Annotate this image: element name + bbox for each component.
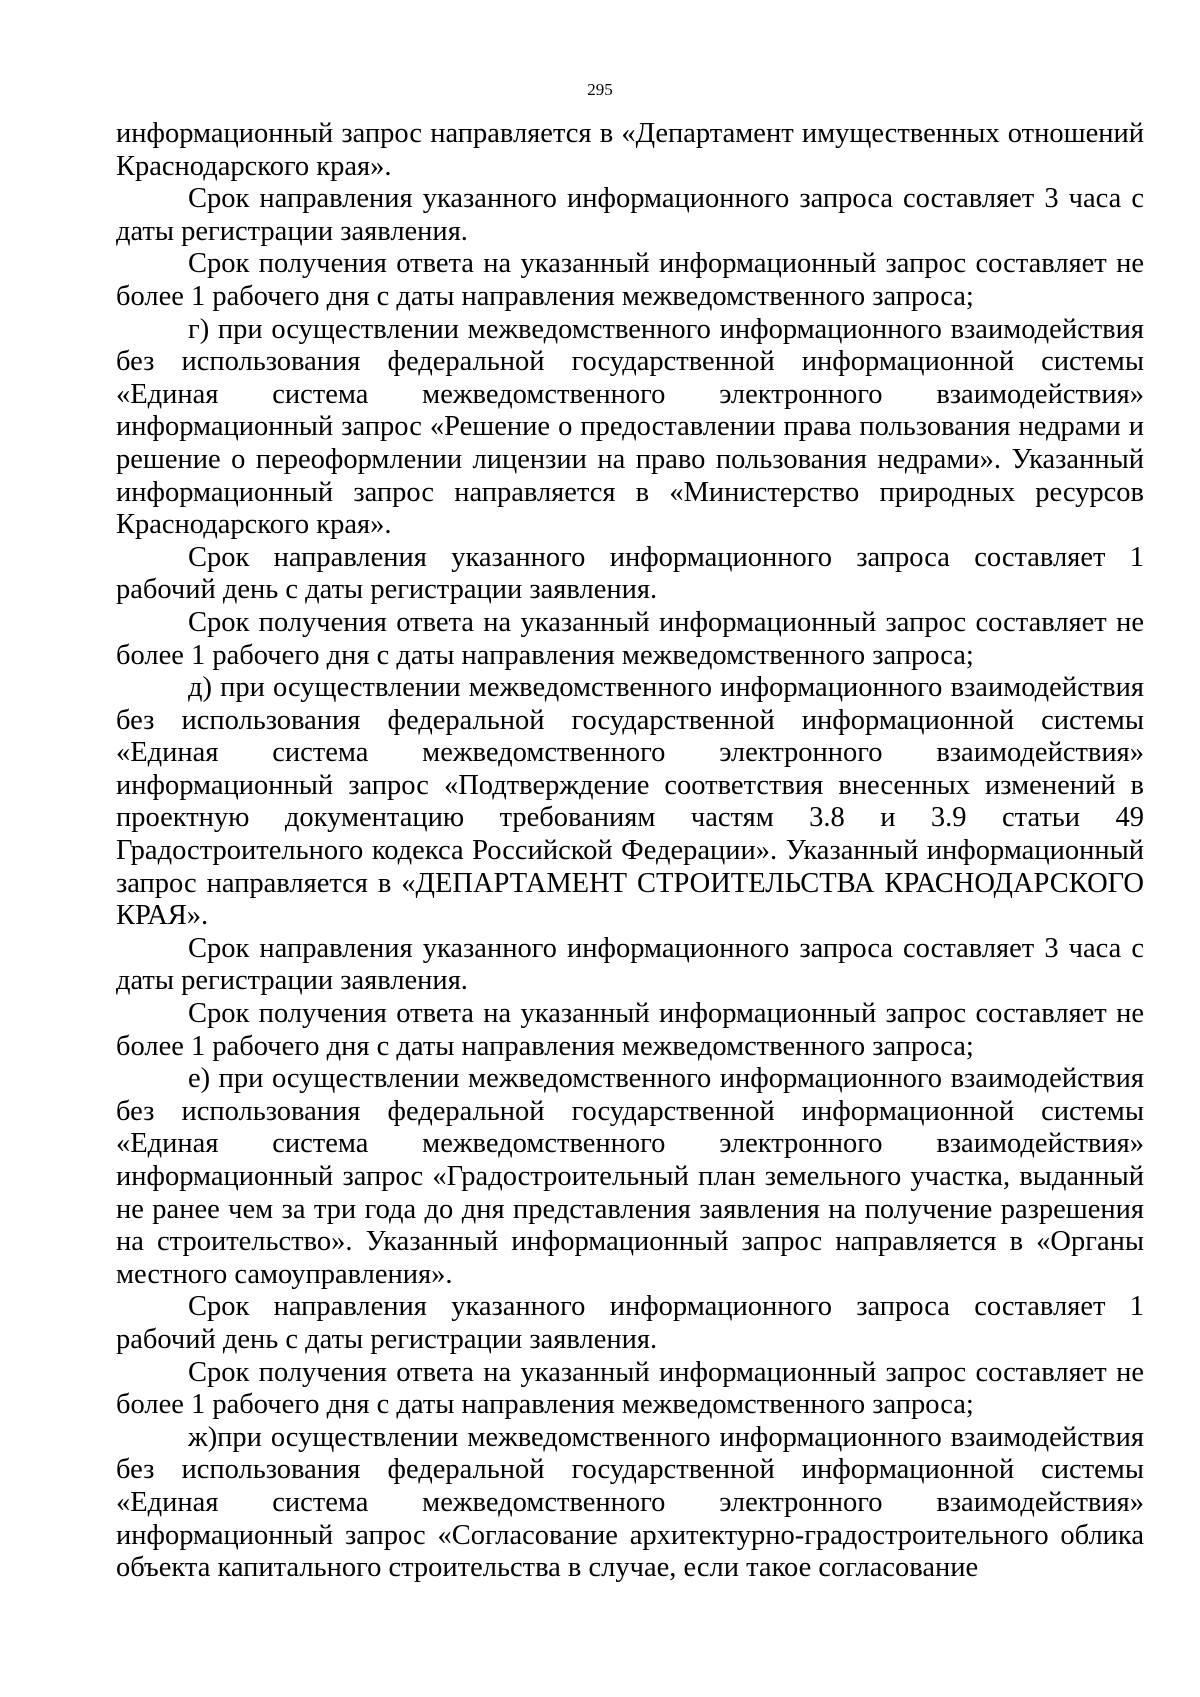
paragraph: Срок направления указанного информационного запроса составляет 1 рабочий день с даты регистрации заявления. [116, 541, 1144, 606]
paragraph: д) при осуществлении межведомственного информационного взаимодействия без использования федеральной государственной информационной системы «Единая система межведомственного электронного взаимодействия» информационный запрос «Подтверждение соответствия внесенных изменений в проектную документацию требованиям частям 3.8 и 3.9 статьи 49 Градостроительного кодекса Российской Федерации». Указанный информационный запрос направляется в «ДЕПАРТАМЕНТ СТРОИТЕЛЬСТВА КРАСНОДАРСКОГО КРАЯ». [116, 672, 1144, 932]
paragraph: Срок получения ответа на указанный информационный запрос составляет не более 1 рабочего дня с даты направления межведомственного запроса; [116, 248, 1144, 312]
page-number: 295 [587, 80, 613, 99]
paragraph: Срок направления указанного информационного запроса составляет 3 часа с даты регистрации заявления. [116, 183, 1144, 247]
paragraph: информационный запрос направляется в «Департамент имущественных отношений Краснодарского края». [116, 118, 1144, 182]
paragraph: Срок получения ответа на указанный информационный запрос составляет не более 1 рабочего дня с даты направления межведомственного запроса; [116, 1356, 1144, 1421]
paragraph: Срок направления указанного информационного запроса составляет 3 часа с даты регистрации заявления. [116, 932, 1144, 997]
paragraph: Срок получения ответа на указанный информационный запрос составляет не более 1 рабочего дня с даты направления межведомственного запроса; [116, 606, 1144, 671]
paragraph: г) при осуществлении межведомственного информационного взаимодействия без использования федеральной государственной информационной системы «Единая система межведомственного электронного взаимодействия» информационный запрос «Решение о предоставлении права пользования недрами и решение о переоформлении лицензии на право пользования недрами». Указанный информационный запрос направляется в «Министерство природных ресурсов Краснодарского края». [116, 313, 1144, 541]
document-body [116, 118, 1144, 1585]
paragraph: Срок получения ответа на указанный информационный запрос составляет не более 1 рабочего дня с даты направления межведомственного запроса; [116, 998, 1144, 1062]
paragraph: ж)при осуществлении межведомственного информационного взаимодействия без использования федеральной государственной информационной системы «Единая система межведомственного электронного взаимодействия» информационный запрос «Согласование архитектурно-градостроительного облика объекта капитального строительства в случае, если такое согласование [116, 1421, 1144, 1584]
paragraph: Срок направления указанного информационного запроса составляет 1 рабочий день с даты регистрации заявления. [116, 1291, 1144, 1355]
paragraph: е) при осуществлении межведомственного информационного взаимодействия без использования федеральной государственной информационной системы «Единая система межведомственного электронного взаимодействия» информационный запрос «Градостроительный план земельного участка, выданный не ранее чем за три года до дня представления заявления на получение разрешения на строительство». Указанный информационный запрос направляется в «Органы местного самоуправления». [116, 1063, 1144, 1290]
